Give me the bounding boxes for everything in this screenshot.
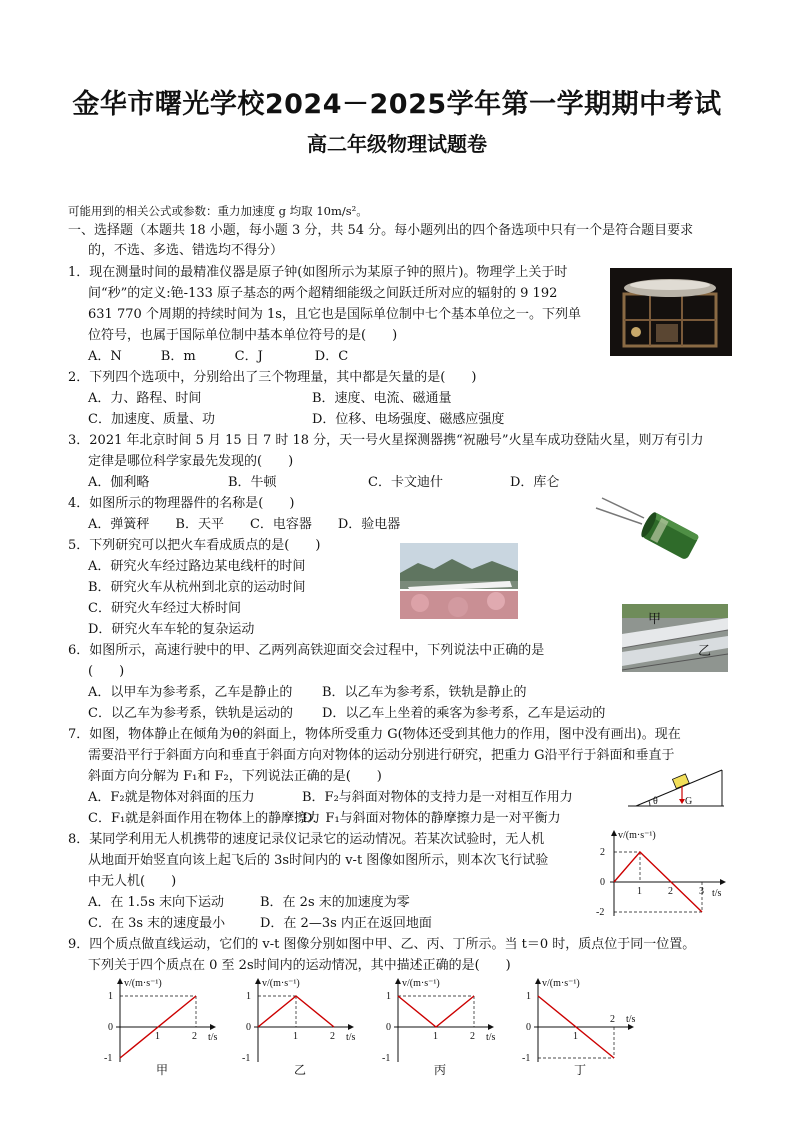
q4-options: A．弹簧秤 B．天平 C．电容器 D．验电器 <box>88 517 401 532</box>
ding-ylabel: v/(m·s⁻¹) <box>542 978 580 989</box>
q3-option-c: C．卡文迪什 <box>368 475 443 490</box>
q5-line1: 5．下列研究可以把火车看成质点的是( ) <box>68 538 321 553</box>
q3-option-d: D．库仑 <box>510 475 560 490</box>
q6-option-c: C．以乙车为参考系，铁轨是运动的 <box>88 706 293 721</box>
q8-vt-graph <box>592 826 732 920</box>
q5-option-b: B．研究火车从杭州到北京的运动时间 <box>88 580 306 595</box>
jia-xtick-1: 1 <box>155 1031 160 1042</box>
q3-option-b: B．牛顿 <box>228 475 277 490</box>
q8-xlabel: t/s <box>712 888 722 899</box>
section-heading: 一、选择题（本题共 18 小题，每小题 3 分，共 54 分。每小题列出的四个备选项中只有一个是符合题目要求 <box>68 223 694 238</box>
jia-caption: 甲 <box>156 1063 169 1076</box>
q6-line2: ( ) <box>88 664 125 679</box>
q8-ytick-0: 0 <box>600 877 605 888</box>
q8-xtick-2: 2 <box>668 886 673 897</box>
q2-option-d: D．位移、电场强度、磁感应强度 <box>312 412 505 427</box>
q8-ytick-neg2: -2 <box>596 907 605 918</box>
q1-line2: 间“秒”的定义:铯-133 原子基态的两个超精细能级之间跃迁所对应的辐射的 9 192 <box>88 286 558 301</box>
q8-line3: 中无人机( ) <box>88 874 177 889</box>
bing-ytick-1: 1 <box>386 991 391 1002</box>
jia-ytick-neg1: -1 <box>104 1053 113 1064</box>
vt-graph-bing <box>378 972 498 1076</box>
label-train-jia: 甲 <box>648 612 662 627</box>
ding-caption: 丁 <box>574 1063 587 1076</box>
q2-option-c: C．加速度、质量、功 <box>88 412 215 427</box>
q9-line1: 9．四个质点做直线运动，它们的 v-t 图像分别如图中甲、乙、丙、丁所示。当 t＝0 时，质点位于同一位置。 <box>68 937 696 952</box>
high-speed-trains-photo <box>622 604 728 672</box>
q5-option-c: C．研究火车经过大桥时间 <box>88 601 241 616</box>
yi-ytick-neg1: -1 <box>242 1053 251 1064</box>
q2-option-b: B．速度、电流、磁通量 <box>312 391 452 406</box>
gravity-label: G <box>685 796 693 807</box>
jia-ytick-1: 1 <box>108 991 113 1002</box>
q1-line3: 631 770 个周期的持续时间为 1s，且它也是国际单位制中七个基本单位之一。下列单 <box>88 307 581 322</box>
bing-ytick-neg1: -1 <box>382 1053 391 1064</box>
yi-ytick-0: 0 <box>246 1022 251 1033</box>
q6-option-b: B．以乙车为参考系，铁轨是静止的 <box>322 685 527 700</box>
q5-option-a: A．研究火车经过路边某电线杆的时间 <box>88 559 306 574</box>
q8-option-a: A．在 1.5s 末向下运动 <box>88 895 224 910</box>
q7-option-d: D．F₁与斜面对物体的静摩擦力是一对平衡力 <box>302 811 561 826</box>
bing-xtick-1: 1 <box>433 1031 438 1042</box>
q8-ytick-2: 2 <box>600 847 605 858</box>
vt-graph-jia <box>100 972 220 1076</box>
incline-diagram <box>626 766 726 810</box>
vt-graph-yi <box>238 972 358 1076</box>
yi-xtick-2: 2 <box>330 1031 335 1042</box>
yi-xlabel: t/s <box>346 1032 356 1043</box>
q7-line2: 需要沿平行于斜面方向和垂直于斜面方向对物体的运动分别进行研究，把重力 G沿平行于斜面和垂直于 <box>88 748 675 763</box>
yi-xtick-1: 1 <box>293 1031 298 1042</box>
train-photo <box>400 543 518 619</box>
q1-options: A．N B．m C．J D．C <box>88 349 349 364</box>
capacitor-photo <box>592 494 702 564</box>
vt-graph-ding <box>518 972 644 1076</box>
q7-option-b: B．F₂与斜面对物体的支持力是一对相互作用力 <box>302 790 573 805</box>
q5-option-d: D．研究火车车轮的复杂运动 <box>88 622 255 637</box>
q7-option-c: C．F₁就是斜面作用在物体上的静摩擦力 <box>88 811 321 826</box>
q8-xtick-3: 3 <box>699 886 704 897</box>
q8-line2: 从地面开始竖直向该上起飞后的 3s时间内的 v-t 图像如图所示，则本次飞行试验 <box>88 853 549 868</box>
q2-option-a: A．力、路程、时间 <box>88 391 202 406</box>
q3-line1: 3．2021 年北京时间 5 月 15 日 7 时 18 分，天一号火星探测器携“祝融号”火星车成功登陆火星，则万有引力 <box>68 433 704 448</box>
section-heading-cont: 的，不选、多选、错选均不得分） <box>88 243 284 258</box>
bing-ylabel: v/(m·s⁻¹) <box>402 978 440 989</box>
yi-caption: 乙 <box>294 1063 307 1076</box>
bing-caption: 丙 <box>434 1063 447 1076</box>
q7-line3: 斜面方向分解为 F₁和 F₂，下列说法正确的是( ) <box>88 769 382 784</box>
bing-ytick-0: 0 <box>386 1022 391 1033</box>
exam-title: 金华市曙光学校2024－2025学年第一学期期中考试 <box>72 89 722 120</box>
ding-xtick-1: 1 <box>573 1031 578 1042</box>
q1-line4: 位符号，也属于国际单位制中基本单位符号的是( ) <box>88 328 398 343</box>
ding-ytick-1: 1 <box>526 991 531 1002</box>
q3-line2: 定律是哪位科学家最先发现的( ) <box>88 454 294 469</box>
q4-line1: 4．如图所示的物理器件的名称是( ) <box>68 496 295 511</box>
exam-subtitle: 高二年级物理试题卷 <box>307 132 487 156</box>
ding-ytick-0: 0 <box>526 1022 531 1033</box>
q6-option-d: D．以乙车上坐着的乘客为参考系，乙车是运动的 <box>322 706 606 721</box>
jia-xtick-2: 2 <box>192 1031 197 1042</box>
theta-label: θ <box>653 796 658 807</box>
ding-xlabel: t/s <box>626 1014 636 1025</box>
q8-option-c: C．在 3s 末的速度最小 <box>88 916 226 931</box>
ding-xtick-2: 2 <box>610 1014 615 1025</box>
q1-line1: 1．现在测量时间的最精准仪器是原子钟(如图所示为某原子钟的照片)。物理学上关于时 <box>68 265 568 280</box>
q2-line1: 2．下列四个选项中，分别给出了三个物理量，其中都是矢量的是( ) <box>68 370 477 385</box>
q8-option-b: B．在 2s 末的加速度为零 <box>260 895 410 910</box>
jia-ylabel: v/(m·s⁻¹) <box>124 978 162 989</box>
q9-line2: 下列关于四个质点在 0 至 2s时间内的运动情况，其中描述正确的是( ) <box>88 958 511 973</box>
q6-line1: 6．如图所示，高速行驶中的甲、乙两列高铁迎面交会过程中，下列说法中正确的是 <box>68 643 545 658</box>
atomic-clock-photo <box>610 268 732 356</box>
bing-xlabel: t/s <box>486 1032 496 1043</box>
label-train-yi: 乙 <box>698 644 712 659</box>
bing-xtick-2: 2 <box>470 1031 475 1042</box>
yi-ylabel: v/(m·s⁻¹) <box>262 978 300 989</box>
q8-line1: 8．某同学利用无人机携带的速度记录仪记录它的运动情况。若某次试验时，无人机 <box>68 832 545 847</box>
jia-ytick-0: 0 <box>108 1022 113 1033</box>
q8-ylabel: v/(m·s⁻¹) <box>618 830 656 841</box>
q8-xtick-1: 1 <box>637 886 642 897</box>
q7-option-a: A．F₂就是物体对斜面的压力 <box>88 790 255 805</box>
q8-option-d: D．在 2—3s 内正在返回地面 <box>260 916 432 931</box>
q3-option-a: A．伽利略 <box>88 475 150 490</box>
formula-note: 可能用到的相关公式或参数：重力加速度 g 均取 10m/s²。 <box>68 204 368 218</box>
yi-ytick-1: 1 <box>246 991 251 1002</box>
q7-line1: 7．如图，物体静止在倾角为θ的斜面上，物体所受重力 G(物体还受到其他力的作用，图中没有画出)。现在 <box>68 727 681 742</box>
ding-ytick-neg1: -1 <box>522 1053 531 1064</box>
jia-xlabel: t/s <box>208 1032 218 1043</box>
q6-option-a: A．以甲车为参考系，乙车是静止的 <box>88 685 293 700</box>
